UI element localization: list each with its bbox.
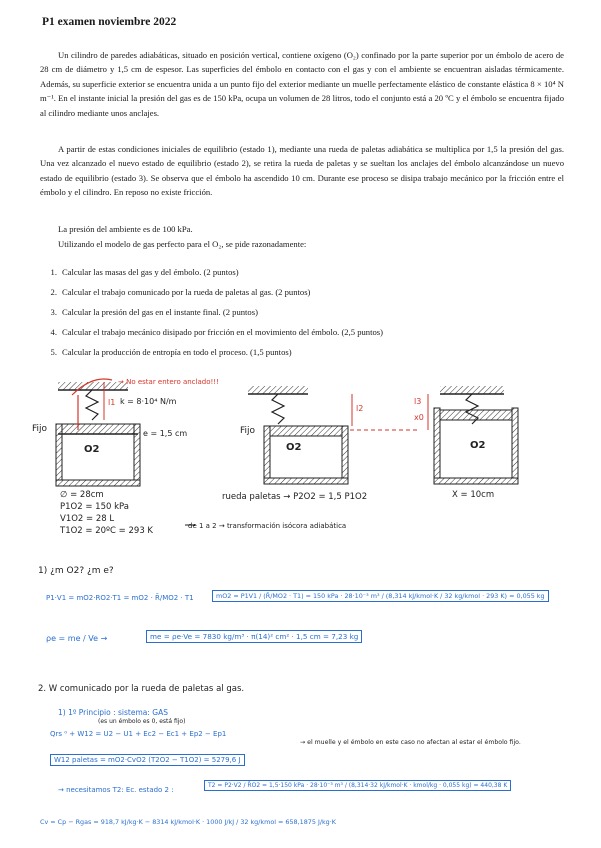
state-3-drawing	[428, 386, 518, 484]
sketch-spring-constant: k = 8·10⁴ N/m	[120, 397, 177, 406]
page-title: P1 examen noviembre 2022	[42, 16, 177, 28]
solution-q1-piston-mass: me = ρe·Ve = 7830 kg/m³ · π(14)² cm² · 1,5 cm = 7,23 kg	[146, 632, 362, 641]
solution-q2-need-t2: → necesitamos T2: Ec. estado 2 :	[58, 786, 174, 794]
sketch-note-anchor: → No estar entero anclado!!!	[118, 378, 219, 386]
solution-q1-density: ρe = me / Ve →	[46, 634, 108, 643]
question-item: 4. Calcular el trabajo mecánico disipado por fricción en el movimiento del émbolo. (2,5 puntos)	[50, 327, 383, 337]
sketch-pressure: P1O2 = 150 kPa	[60, 502, 129, 512]
sketch-volume: V1O2 = 28 L	[60, 514, 115, 524]
solution-q2-first-law: 1) 1º Principio : sistema: GAS	[58, 708, 168, 717]
solution-q2-note-spring: → el muelle y el émbolo en este caso no afectan al estar el émbolo fijo.	[300, 739, 521, 746]
statement-paragraph-2: A partir de estas condiciones iniciales de equilibrio (estado 1), mediante una rueda de paletas adiabática se multiplica por 1,5 la presión del gas. Una vez alcanzado el nuevo estado de equilibrio (estado 2), se retira la rueda de paletas y se sueltan los anclajes del émbolo alcanzándose un nuevo estado de equilibrio (estado 3). Se observa que el émbolo ha ascendido 10 cm. Durante ese proceso se disipa trabajo mecánico por la fricción entre el émbolo y el cilindro. En reposo no existe fricción.	[40, 144, 564, 198]
solution-q2-paddle-work: W12 paletas = mO2·CvO2 (T2O2 − T1O2) = 5279,6 J	[50, 756, 245, 764]
sketch-l3: l3	[414, 397, 422, 406]
statement-paragraph-4: Utilizando el modelo de gas perfecto para el O₂, se pide razonadamente:	[58, 239, 307, 249]
solution-q2-note-fixed: (es un émbolo es 0, está fijo)	[98, 718, 186, 725]
sketch-x-final: X = 10cm	[452, 490, 495, 500]
state-1-drawing	[56, 379, 140, 486]
sketch-l1: l1	[108, 398, 116, 407]
question-item: 5. Calcular la producción de entropía en todo el proceso. (1,5 puntos)	[50, 347, 292, 357]
solution-q2-heading: 2. W comunicado por la rueda de paletas al gas.	[38, 684, 245, 694]
sketch-fixed-label-2: Fijo	[240, 426, 256, 436]
sketch-temperature: T1O2 = 20ºC = 293 K	[60, 526, 154, 536]
question-item: 3. Calcular la presión del gas en el instante final. (2 puntos)	[50, 307, 258, 317]
state-2-drawing	[248, 386, 420, 484]
solution-q1-gas-mass: mO2 = P1V1 / (R̄/MO2 · T1) = 150 kPa · 28·10⁻³ m³ / (8,314 kJ/kmol·K / 32 kg/kmol · 293 K) = 0,055 kg	[212, 592, 549, 600]
statement-paragraph-1: Un cilindro de paredes adiabáticas, situado en posición vertical, contiene oxígeno (O₂) confinado por la parte superior por un émbolo de acero de 28 cm de diámetro y 1,5 cm de espesor. Las superficies del émbolo en contacto con el gas y con el ambiente se encuentran aisladas térmicamente. Además, su superficie exterior se encuentra unida a un punto fijo del exterior mediante un muelle perfectamente elástico de constante elástica 8 × 10⁴ N m⁻¹. En el instante inicial la presión del gas es de 150 kPa, ocupa un volumen de 28 litros, todo el conjunto está a 20 ºC y el émbolo se encuentra fijado al cilindro mediante unos anclajes.	[40, 50, 564, 118]
sketch-x0: x0	[414, 413, 424, 422]
question-item: 1. Calcular las masas del gas y del émbolo. (2 puntos)	[50, 267, 239, 277]
solution-q2-cv: Cv = Cp − Rgas = 918,7 kJ/kg·K − 8314 kJ/kmol·K · 1000 J/kJ / 32 kg/kmol = 658,1875 J/kg·K	[40, 818, 336, 826]
statement-paragraph-3: La presión del ambiente es de 100 kPa.	[58, 224, 193, 234]
sketch-paddle-wheel: rueda paletas → P2O2 = 1,5 P1O2	[222, 492, 368, 502]
sketch-gas-label-2: O2	[286, 442, 302, 453]
sketch-fixed-label-1: Fijo	[32, 424, 48, 434]
solution-q2-t2-result: T2 = P2·V2 / R̄O2 = 1,5·150 kPa · 28·10⁻³ m³ / (8,314·32 kJ/kmol·K · kmol/kg · 0,055 kg) = 440,38 K	[204, 782, 511, 789]
question-item: 2. Calcular el trabajo comunicado por la rueda de paletas al gas. (2 puntos)	[50, 287, 311, 297]
sketch-l2: l2	[356, 404, 364, 413]
solution-q1-heading: 1) ¿m O2? ¿m e?	[38, 566, 114, 576]
sketch-gas-label-3: O2	[470, 440, 486, 451]
sketch-gas-label-1: O2	[84, 444, 100, 455]
solution-q1-equation: P1·V1 = mO2·RO2·T1 = mO2 · R̄/MO2 · T1	[46, 594, 194, 602]
solution-q2-energy-balance: Qrs ⁰ + W12 = U2 − U1 + Ec2 − Ec1 + Ep2 − Ep1	[50, 730, 227, 738]
sketch-transformation: de 1 a 2 → transformación isócora adiabática	[188, 522, 347, 530]
sketch-diameter: ∅ = 28cm	[60, 490, 104, 500]
sketch-thickness: e = 1,5 cm	[143, 429, 188, 438]
